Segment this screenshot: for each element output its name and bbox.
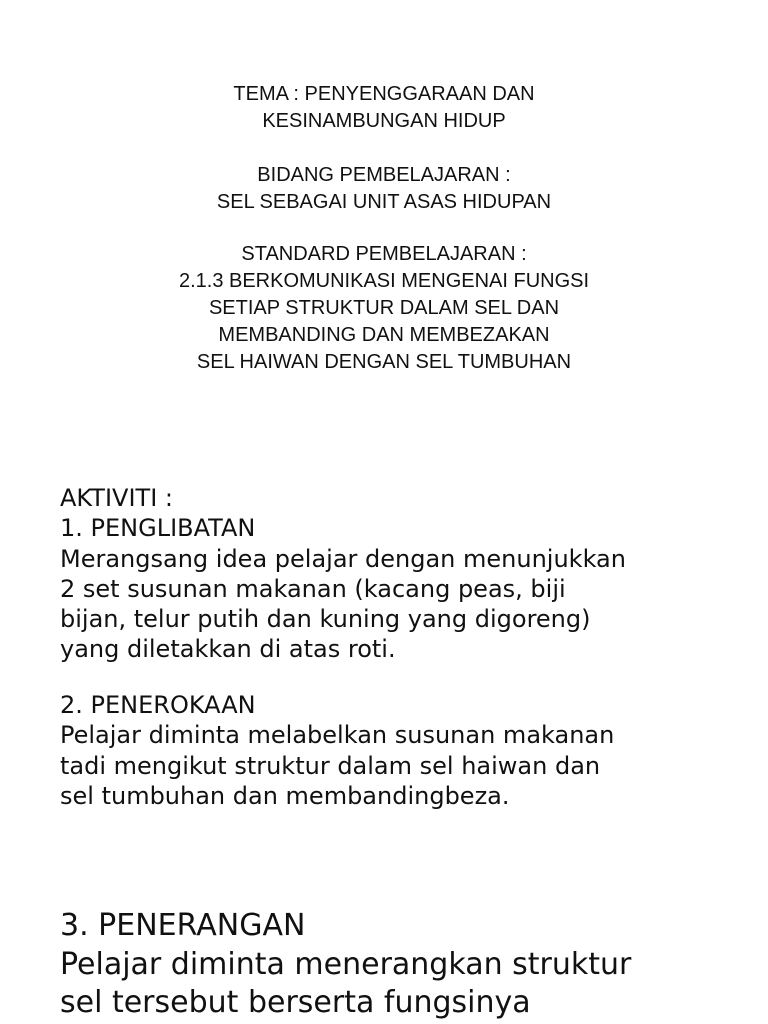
- standard-line: SETIAP STRUKTUR DALAM SEL DAN: [208, 297, 560, 319]
- penerangan-heading: 3. PENERANGAN: [60, 908, 306, 943]
- bidang-line: BIDANG PEMBELAJARAN :: [257, 164, 511, 186]
- penerokaan-text-line: Pelajar diminta melabelkan susunan makanan: [60, 721, 615, 750]
- standard-line: STANDARD PEMBELAJARAN :: [241, 243, 527, 265]
- penerokaan-text-line: tadi mengikut struktur dalam sel haiwan dan: [60, 751, 601, 780]
- penerangan-text-line: Pelajar diminta menerangkan struktur: [60, 946, 632, 982]
- aktiviti-title: AKTIVITI :: [60, 484, 173, 512]
- standard-line: SEL HAIWAN DENGAN SEL TUMBUHAN: [196, 351, 572, 373]
- bidang-line: SEL SEBAGAI UNIT ASAS HIDUPAN: [216, 191, 552, 213]
- penglibatan-text-line: bijan, telur putih dan kuning yang digoreng): [60, 605, 591, 634]
- tema-heading: [0, 81, 768, 135]
- penerangan-section: [60, 907, 750, 1023]
- penerokaan-heading: 2. PENEROKAAN: [60, 691, 256, 719]
- penerokaan-text-line: sel tumbuhan dan membandingbeza.: [60, 781, 510, 810]
- penglibatan-text-line: yang diletakkan di atas roti.: [60, 635, 396, 664]
- penglibatan-heading: 1. PENGLIBATAN: [60, 514, 256, 543]
- penerokaan-section: [60, 690, 750, 811]
- standard-heading: [0, 241, 768, 376]
- aktiviti-section: [60, 483, 750, 665]
- penglibatan-text-line: Merangsang idea pelajar dengan menunjukkan: [60, 544, 626, 573]
- tema-line: TEMA : PENYENGGARAAN DAN: [233, 83, 535, 105]
- penglibatan-text-line: 2 set susunan makanan (kacang peas, biji: [60, 574, 566, 603]
- bidang-heading: [0, 162, 768, 216]
- standard-line: MEMBANDING DAN MEMBEZAKAN: [218, 324, 550, 346]
- standard-line: 2.1.3 BERKOMUNIKASI MENGENAI FUNGSI: [178, 270, 590, 292]
- penerangan-text-line: sel tersebut berserta fungsinya: [60, 985, 531, 1020]
- tema-line: KESINAMBUNGAN HIDUP: [262, 110, 506, 132]
